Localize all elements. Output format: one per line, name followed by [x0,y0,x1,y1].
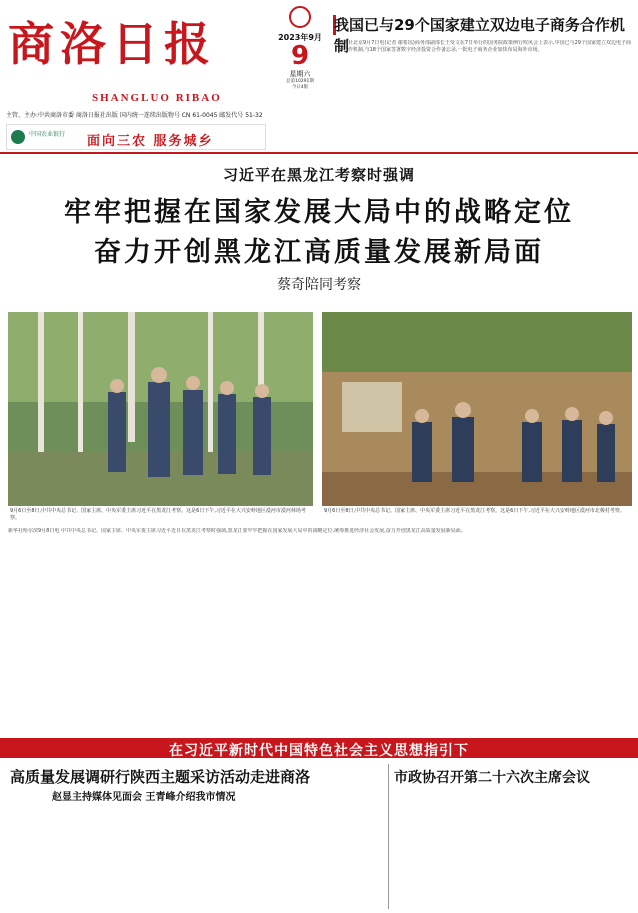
emblem-icon [289,6,311,28]
photo-village[interactable] [322,312,632,506]
lead-kicker[interactable]: 习近平在黑龙江考察时强调 [222,166,415,184]
bank-name: 中国农业银行 [29,131,66,138]
bank-logo-icon [11,130,25,144]
photo-caption-left: 9月6日至8日,中共中央总书记、国家主席、中央军委主席习近平在黑龙江考察。这是6日下午,习近平在大兴安岭地区漠河市漠河林场考察。 [10,508,306,521]
lead-article-body [8,528,628,733]
lead-subtitle: 蔡奇陪同考察 [277,277,361,293]
theme-banner [0,738,638,758]
date-day: 9 [290,41,310,71]
top-news-body [338,40,634,140]
date-year-month: 2023年9月 [278,33,322,42]
theme-banner-text: 在习近平新时代中国特色社会主义思想指引下 [169,743,469,759]
bottom-left-subheadline: 赵显主持媒体见面会 王青峰介绍我市情况 [52,792,236,803]
sponsor-line: 主管、主办:中共商洛市委 商洛日报社出版 国内统一连续出版物号 CN 61-0045 邮发代号 51-32 [6,112,263,119]
lead-headline-area [0,152,638,312]
lead-title-line1[interactable]: 牢牢把握在国家发展大局中的战略定位 [64,197,574,228]
masthead [0,0,638,152]
bank-ad[interactable] [6,124,266,150]
bottom-right-headline[interactable]: 市政协召开第二十六次主席会议 [394,770,590,786]
newspaper-logo: 商洛日报 [8,17,216,71]
issue-info: 总第10291期 [286,79,314,84]
issue-extra: 今日4版 [291,85,309,90]
top-news-text: 新华社北京9月7日电(记者 谢希瑶)商务部副部长王受文在7日举行的国务院政策例行吹风会上表示,中国已与29个国家建立双边电子商务合作机制,与18个国家签署数字经济投资合作备忘录,一批电子商务企业加快布局海外市场。 [338,40,631,53]
date-weekday: 星期六 [289,70,311,78]
column-divider [388,764,389,909]
newspaper-pinyin: SHANGLUO RIBAO [92,92,222,104]
bottom-left-headline[interactable]: 高质量发展调研行陕西主题采访活动走进商洛 [10,768,311,786]
date-box [270,6,330,146]
photo-forest[interactable] [8,312,313,506]
lead-article-text: 新华社哈尔滨9月8日电 中共中央总书记、国家主席、中央军委主席习近平近日在黑龙江考察时强调,黑龙江要牢牢把握在国家发展大局中的战略定位,统筹推进经济社会发展,奋力开创黑龙江高质量发展新局面。 [8,528,466,534]
photo-caption-right: 9月6日至8日,中共中央总书记、国家主席、中央军委主席习近平在黑龙江考察。这是6日下午,习近平在大兴安岭地区漠河市北极村考察。 [324,508,625,514]
bank-slogan: 面向三农 服务城乡 [87,134,214,149]
top-news-headline[interactable]: 我国已与29个国家建立双边电子商务合作机制 [334,16,625,55]
lead-title-line2[interactable]: 奋力开创黑龙江高质量发展新局面 [94,237,544,268]
